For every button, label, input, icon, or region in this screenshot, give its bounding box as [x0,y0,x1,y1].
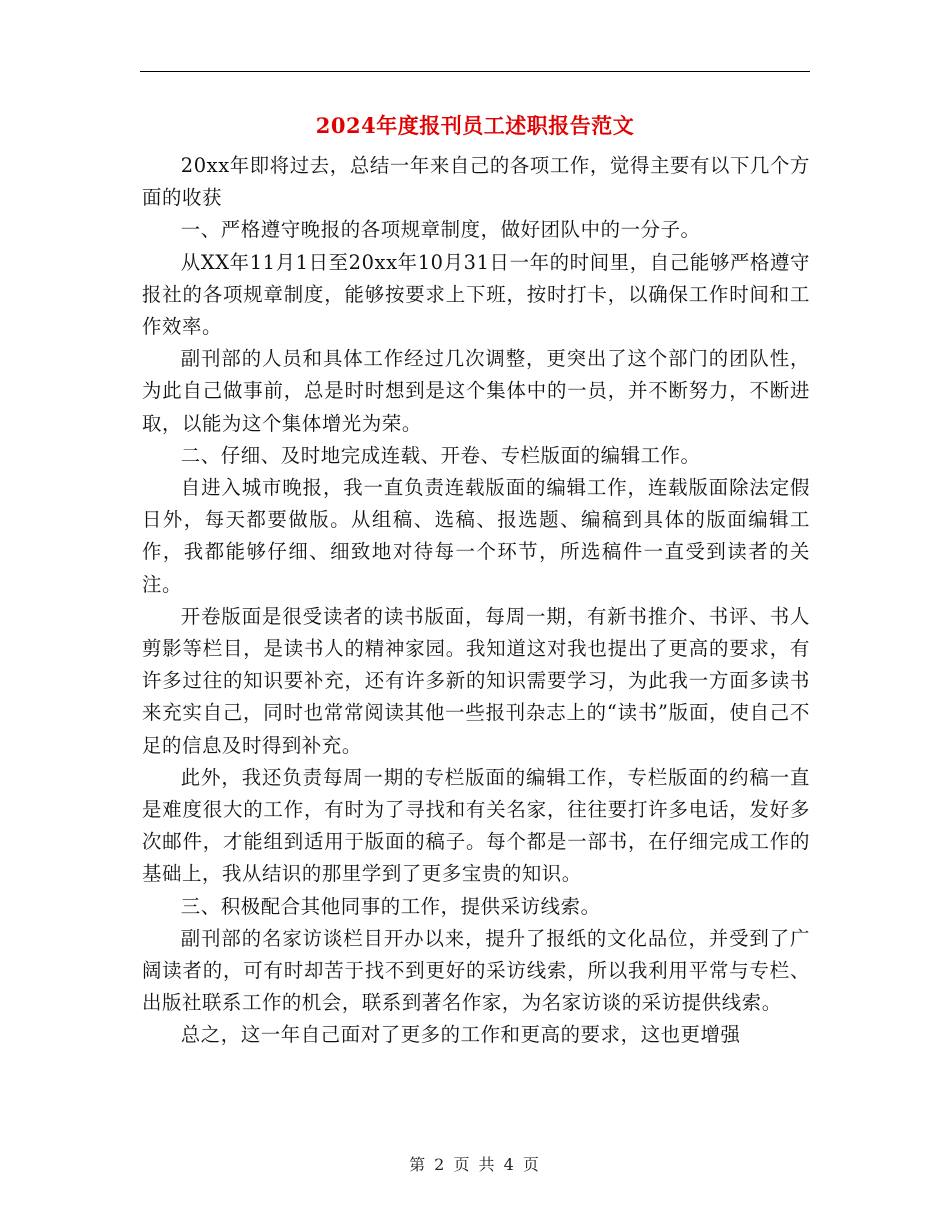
section-heading: 三、积极配合其他同事的工作，提供采访线索。 [180,894,601,918]
paragraph: 开卷版面是很受读者的读书版面，每周一期，有新书推介、书评、书人剪影等栏目，是读书人的精神家园。我知道这对我也提出了更高的要求，有许多过往的知识要补充，还有许多新的知识需要学习，为此我一方面多读书来充实自己，同时也常常阅读其他一些报刊杂志上的“读书”版面，使自己不足的信息及时得到补充。 [142,604,810,757]
paragraph: 20xx年即将过去，总结一年来自己的各项工作，觉得主要有以下几个方面的收获 [142,154,810,210]
section-heading: 二、仔细、及时地完成连载、开卷、专栏版面的编辑工作。 [180,443,701,467]
paragraph: 副刊部的人员和具体工作经过几次调整，更突出了这个部门的团队性，为此自己做事前，总是时时想到是这个集体中的一员，并不断努力，不断进取，以能为这个集体增光为荣。 [142,347,810,435]
paragraph: 总之，这一年自己面对了更多的工作和更高的要求，这也更增强 [180,1023,741,1047]
paragraph: 此外，我还负责每周一期的专栏版面的编辑工作，专栏版面的约稿一直是难度很大的工作，有时为了寻找和有关名家，往往要打许多电话，发好多次邮件，才能组到适用于版面的稿子。每个都是一部书，在仔细完成工作的基础上，我从结识的那里学到了更多宝贵的知识。 [142,765,810,886]
document-body [142,150,810,1052]
paragraph: 自进入城市晚报，我一直负责连载版面的编辑工作，连载版面除法定假日外，每天都要做版。从组稿、选稿、报选题、编稿到具体的版面编辑工作，我都能够仔细、细致地对待每一个环节，所选稿件一直受到读者的关注。 [142,476,810,596]
document-title: 2024年度报刊员工述职报告范文 [315,113,635,138]
section-heading: 一、严格遵守晚报的各项规章制度，做好团队中的一分子。 [180,218,701,242]
page-number-footer: 第 2 页 共 4 页 [409,1155,541,1174]
header-rule [140,71,810,72]
paragraph: 副刊部的名家访谈栏目开办以来，提升了报纸的文化品位，并受到了广阔读者的，可有时却苦于找不到更好的采访线索，所以我利用平常与专栏、出版社联系工作的机会，联系到著名作家，为名家访谈的采访提供线索。 [142,926,810,1015]
paragraph: 从XX年11月1日至20xx年10月31日一年的时间里，自己能够严格遵守报社的各项规章制度，能够按要求上下班，按时打卡，以确保工作时间和工作效率。 [142,250,810,339]
